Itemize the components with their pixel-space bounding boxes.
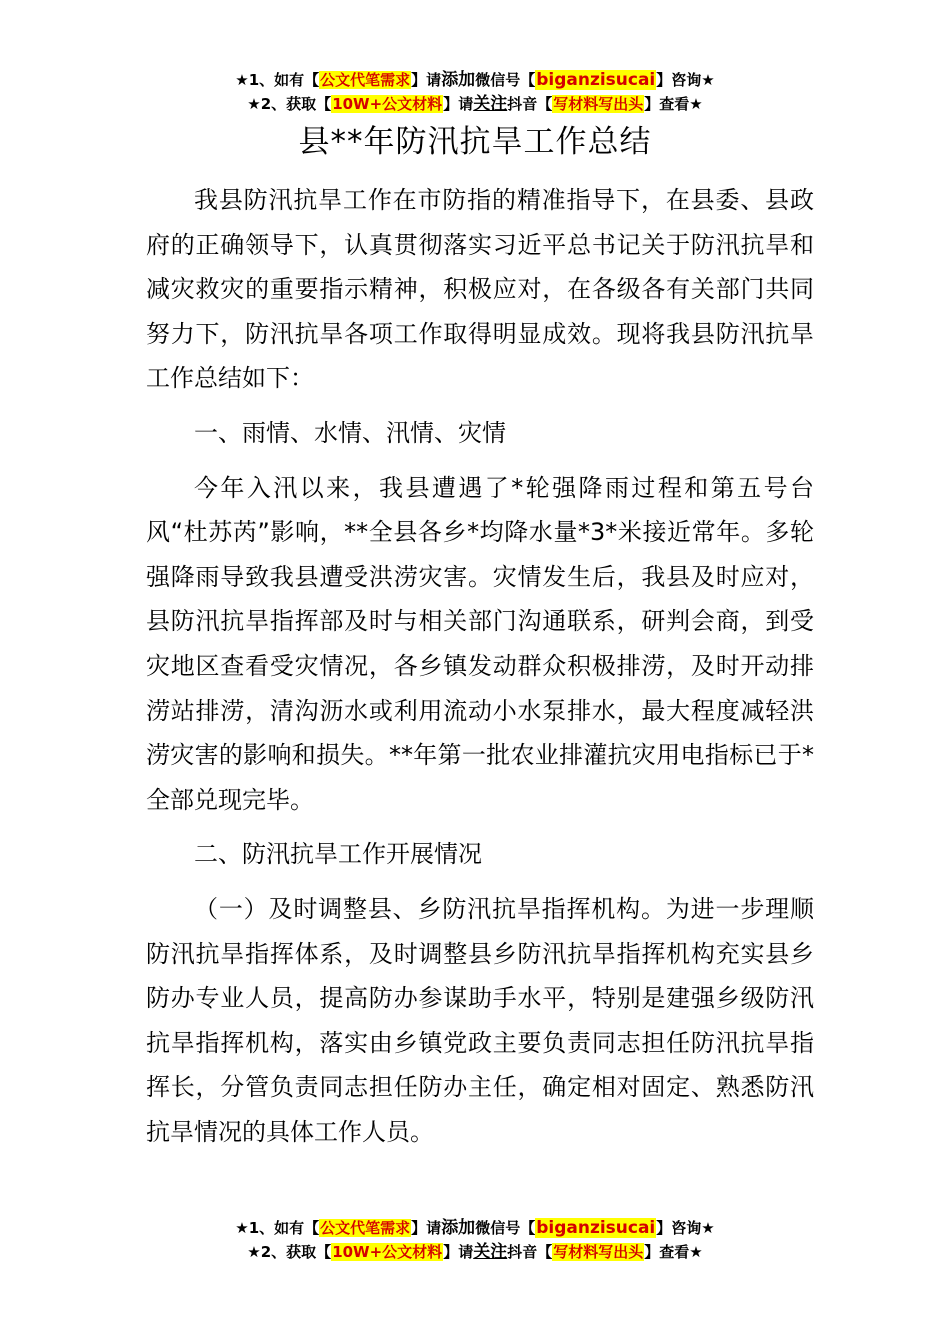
- promo-text: ★1、如有【: [235, 71, 320, 89]
- document-title: 县**年防汛抗旱工作总结: [298, 124, 652, 160]
- promo-banner-bottom: [0, 1216, 950, 1264]
- promo-line-2: [0, 92, 950, 116]
- promo-wechat-id: biganzisucai: [536, 1218, 656, 1238]
- section-1-heading: 一、雨情、水情、汛情、灾情: [194, 418, 506, 447]
- promo-banner-top: [0, 68, 950, 116]
- promo-douyin-id: 写材料写出头: [553, 1243, 644, 1261]
- promo-text: 】查看★: [644, 95, 703, 113]
- promo-text: 添加: [441, 70, 476, 90]
- promo-text: 】请: [443, 1243, 474, 1261]
- promo-line-2: [0, 1240, 950, 1264]
- section-2-item-1-paragraph: （一）及时调整县、乡防汛抗旱指挥机构。为进一步理顺防汛抗旱指挥体系，及时调整县乡防汛抗旱指挥机构充实县乡防办专业人员，提高防办参谋助手水平，特别是建强乡级防汛抗旱指挥机构，落实由乡镇党政主要负责同志担任防汛抗旱指挥长，分管负责同志担任防办主任，确定相对固定、熟悉防汛抗旱情况的具体工作人员。: [146, 894, 814, 1146]
- promo-text: 】查看★: [644, 1243, 703, 1261]
- promo-text: 抖音【: [507, 95, 553, 113]
- promo-text: 微信号【: [475, 71, 536, 89]
- promo-text: 抖音【: [507, 1243, 553, 1261]
- promo-text: 】请: [443, 95, 474, 113]
- section-1-paragraph: 今年入汛以来，我县遭遇了*轮强降雨过程和第五号台风“杜苏芮”影响，**全县各乡*均降水量*3*米接近常年。多轮强降雨导致我县遭受洪涝灾害。灾情发生后，我县及时应对，县防汛抗旱指挥部及时与相关部门沟通联系，研判会商，到受灾地区查看受灾情况，各乡镇发动群众积极排涝，及时开动排涝站排涝，清沟沥水或利用流动小水泵排水，最大程度减轻洪涝灾害的影响和损失。**年第一批农业排灌抗灾用电指标已于*全部兑现完毕。: [146, 473, 814, 814]
- promo-text: 】请: [411, 71, 442, 89]
- promo-text: ★2、获取【: [247, 1243, 332, 1261]
- promo-highlight: 公文代笔需求: [320, 1219, 411, 1237]
- promo-wechat-id: biganzisucai: [536, 70, 656, 90]
- promo-text: 关注: [473, 94, 508, 114]
- intro-paragraph: 我县防汛抗旱工作在市防指的精准指导下，在县委、县政府的正确领导下，认真贯彻落实习近平总书记关于防汛抗旱和减灾救灾的重要指示精神，积极应对，在各级各有关部门共同努力下，防汛抗旱各项工作取得明显成效。现将我县防汛抗旱工作总结如下：: [146, 186, 814, 393]
- promo-text: 关注: [473, 1242, 508, 1262]
- promo-text: 微信号【: [475, 1219, 536, 1237]
- promo-text: 】咨询★: [656, 71, 715, 89]
- promo-highlight: 公文代笔需求: [320, 71, 411, 89]
- promo-highlight: 10W+公文材料: [332, 1243, 443, 1261]
- promo-line-1: [0, 68, 950, 92]
- promo-text: 】咨询★: [656, 1219, 715, 1237]
- section-2-heading: 二、防汛抗旱工作开展情况: [194, 840, 482, 869]
- promo-text: 添加: [441, 1218, 476, 1238]
- promo-highlight: 10W+公文材料: [332, 95, 443, 113]
- promo-text: 】请: [411, 1219, 442, 1237]
- promo-text: ★2、获取【: [247, 95, 332, 113]
- document-body: [146, 178, 814, 1154]
- promo-line-1: [0, 1216, 950, 1240]
- promo-text: ★1、如有【: [235, 1219, 320, 1237]
- promo-douyin-id: 写材料写出头: [553, 95, 644, 113]
